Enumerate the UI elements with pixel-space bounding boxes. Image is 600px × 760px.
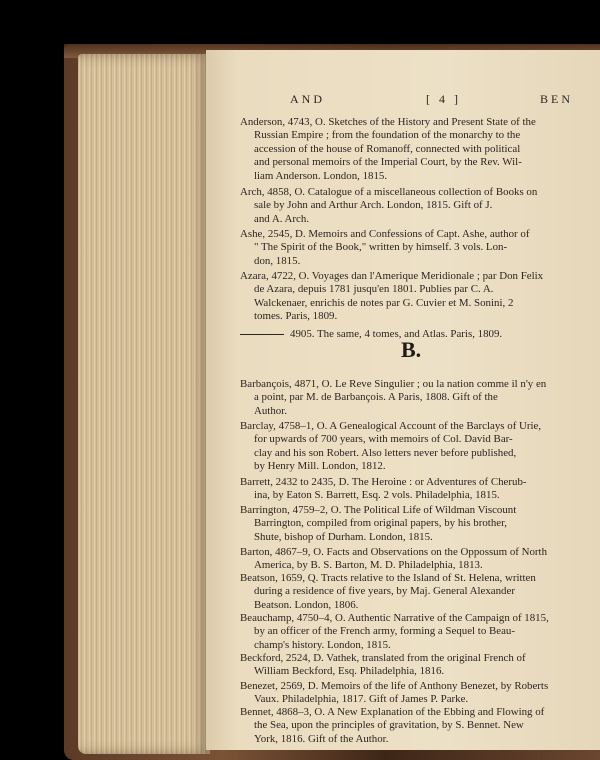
entry-line: Vaux. Philadelphia, 1817. Gift of James P. Parke. <box>254 693 469 706</box>
section-heading: B. <box>401 337 422 362</box>
entry-line: Bennet, 4868–3, O. A New Explanation of the Ebbing and Flowing of <box>240 706 545 718</box>
entry-line: Barclay, 4758–1, O. A Genealogical Account of the Barclays of Urie, <box>240 420 542 432</box>
page-number: [ 4 ] <box>426 92 461 106</box>
entry-line: " The Spirit of the Book," written by himself. 3 vols. Lon- <box>254 241 508 254</box>
entry-line: Ashe, 2545, D. Memoirs and Confessions of Capt. Ashe, author of <box>240 228 530 240</box>
entry-line: Beauchamp, 4750–4, O. Authentic Narrative of the Campaign of 1815, <box>240 612 549 624</box>
ditto-dash <box>240 334 284 335</box>
entry-line: America, by B. S. Barton, M. D. Philadelphia, 1813. <box>254 559 483 572</box>
entry-line: accession of the house of Romanoff, connected with political <box>254 142 521 155</box>
entry-line: Barrett, 2432 to 2435, D. The Heroine : or Adventures of Cherub- <box>240 476 527 488</box>
entry-line: don, 1815. <box>254 254 301 267</box>
entry-barrett <box>240 476 592 503</box>
entry-bennet <box>240 706 592 746</box>
entry-beauchamp <box>240 612 592 652</box>
entry-barbancois <box>240 378 592 418</box>
running-header <box>240 92 582 110</box>
entry-line: Anderson, 4743, O. Sketches of the History and Present State of the <box>240 116 536 128</box>
entry-line: Author. <box>254 404 287 417</box>
entry-line: liam Anderson. London, 1815. <box>254 169 388 182</box>
entry-beckford <box>240 652 592 679</box>
entry-line: Barbançois, 4871, O. Le Reve Singulier ; ou la nation comme il n'y en <box>240 378 547 390</box>
header-left: AND <box>290 92 325 106</box>
entry-text: 4905. The same, 4 tomes, and Atlas. Paris, 1809. <box>290 328 503 340</box>
entry-line: Azara, 4722, O. Voyages dan l'Amerique Meridionale ; par Don Felix <box>240 270 544 282</box>
entry-line: Beckford, 2524, D. Vathek, translated from the original French of <box>240 652 526 664</box>
header-right: BEN <box>540 92 573 106</box>
page-edges <box>78 54 210 754</box>
book-page <box>206 50 600 750</box>
entry-line: Benezet, 2569, D. Memoirs of the life of Anthony Benezet, by Roberts <box>240 680 549 692</box>
entry-line: and A. Arch. <box>254 212 310 225</box>
entry-line: Arch, 4858, O. Catalogue of a miscellaneous collection of Books on <box>240 186 538 198</box>
entry-line: Russian Empire ; from the foundation of the monarchy to the <box>254 129 521 142</box>
entry-line: de Azara, depuis 1781 jusqu'en 1801. Publies par C. A. <box>254 283 494 296</box>
entry-line: during a residence of five years, by Maj. General Alexander <box>254 585 515 598</box>
entry-line: ina, by Eaton S. Barrett, Esq. 2 vols. Philadelphia, 1815. <box>254 489 500 502</box>
entry-line: Shute, bishop of Durham. London, 1815. <box>254 530 433 543</box>
entry-line: champ's history. London, 1815. <box>254 638 391 651</box>
entry-line: Beatson, 1659, Q. Tracts relative to the Island of St. Helena, written <box>240 572 536 584</box>
entry-anderson <box>240 116 592 183</box>
entry-line: Barton, 4867–9, O. Facts and Observations on the Oppossum of North <box>240 546 548 558</box>
entry-line: and personal memoirs of the Imperial Court, by the Rev. Wil- <box>254 156 522 169</box>
entry-line: William Beckford, Esq. Philadelphia, 1816. <box>254 665 445 678</box>
entry-arch <box>240 186 592 226</box>
entry-line: for upwards of 700 years, with memoirs of Col. David Bar- <box>254 433 513 446</box>
entry-beatson <box>240 572 592 612</box>
entry-barrington <box>240 504 592 544</box>
entry-line: clay and his son Robert. Also letters never before published, <box>254 446 517 459</box>
entry-line: Barrington, compiled from original papers, by his brother, <box>254 517 508 530</box>
entry-line: York, 1816. Gift of the Author. <box>254 732 389 745</box>
entry-ashe <box>240 228 592 268</box>
entry-line: by an officer of the French army, forming a Sequel to Beau- <box>254 625 515 638</box>
entry-line: a point, par M. de Barbançois. A Paris, 1808. Gift of the <box>254 391 498 404</box>
entry-line: by Henry Mill. London, 1812. <box>254 460 386 473</box>
entry-line: Walckenaer, enrichis de notes par G. Cuvier et M. Sonini, 2 <box>254 296 514 309</box>
entry-barclay <box>240 420 592 474</box>
entry-line: the Sea, upon the principles of gravitation, by S. Bennet. New <box>254 719 524 732</box>
entry-benezet <box>240 680 592 707</box>
entry-line: sale by John and Arthur Arch. London, 1815. Gift of J. <box>254 199 493 212</box>
entry-line: tomes. Paris, 1809. <box>254 310 338 323</box>
entry-line: Beatson. London, 1806. <box>254 598 359 611</box>
entry-azara <box>240 270 592 324</box>
entry-line: Barrington, 4759–2, O. The Political Life of Wildman Viscount <box>240 504 517 516</box>
entry-barton <box>240 546 592 573</box>
